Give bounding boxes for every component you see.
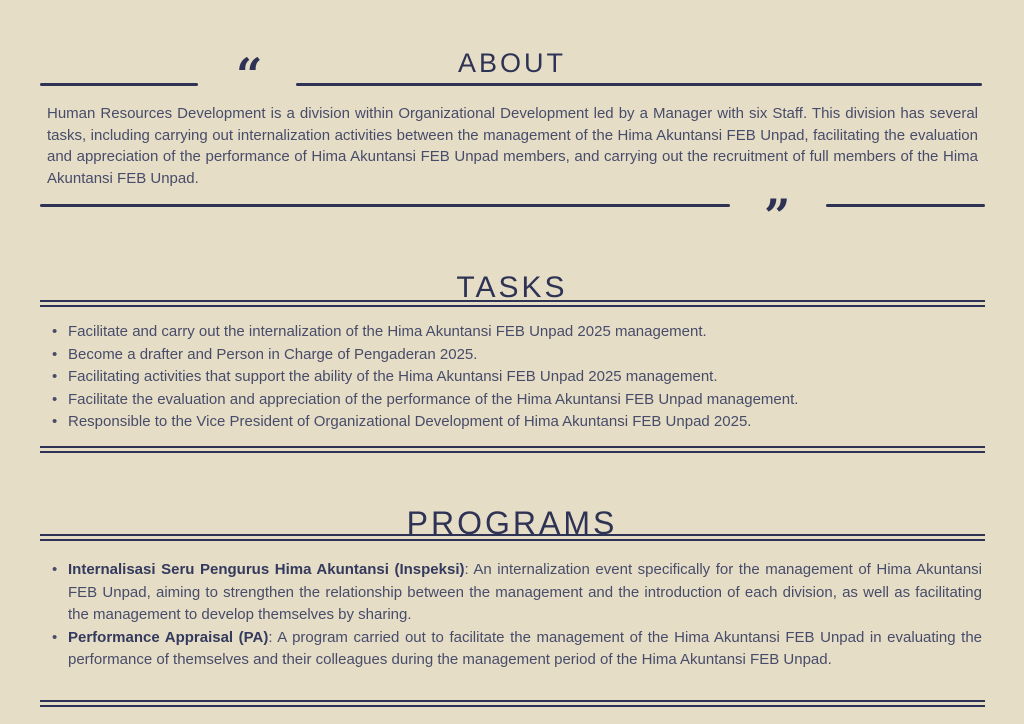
program-name: Internalisasi Seru Pengurus Hima Akuntansi (Inspeksi): [68, 561, 465, 578]
program-name: Performance Appraisal (PA): [68, 628, 269, 646]
tasks-list: [52, 321, 982, 434]
double-divider: [40, 700, 985, 707]
double-divider: [40, 534, 985, 541]
list-item: • Facilitate and carry out the internalization of the Hima Akuntansi FEB Unpad 2025 management.: [52, 321, 982, 344]
list-item: • Internalisasi Seru Pengurus Hima Akuntansi (Inspeksi): An internalization event specifically for the management of Hima Akuntansi FEB Unpad, aiming to strengthen the relationship between the management and the introduction of each division, as well as facilitating the management to develop themselves by sharing.: [52, 559, 982, 627]
tasks-section-title: TASKS: [456, 271, 568, 305]
programs-section-title: PROGRAMS: [406, 505, 618, 542]
divider-line: [296, 83, 982, 86]
open-quote-icon: “: [236, 48, 263, 102]
double-divider: [40, 300, 985, 307]
list-item: • Become a drafter and Person in Charge of Pengaderan 2025.: [52, 344, 982, 367]
double-divider: [40, 446, 985, 453]
close-quote-icon: ”: [764, 189, 791, 243]
about-paragraph: Human Resources Development is a division within Organizational Development led by a Manager with six Staff. This division has several tasks, including carrying out internalization activities between the management of the Hima Akuntansi FEB Unpad, facilitating the evaluation and appreciation of the performance of Hima Akuntansi FEB Unpad members, and carrying out the recruitment of full members of the Hima Akuntansi FEB Unpad.: [47, 105, 978, 187]
list-item: • Performance Appraisal (PA): A program carried out to facilitate the management of the Hima Akuntansi FEB Unpad in evaluating the performance of themselves and their colleagues during the management period of the Hima Akuntansi FEB Unpad.: [52, 627, 982, 672]
list-item: • Facilitate the evaluation and appreciation of the performance of the Hima Akuntansi FEB Unpad management.: [52, 389, 982, 412]
programs-list: [52, 559, 982, 672]
divider-line: [826, 204, 985, 207]
list-item: • Facilitating activities that support the ability of the Hima Akuntansi FEB Unpad 2025 management.: [52, 366, 982, 389]
divider-line: [40, 83, 198, 86]
divider-line: [40, 204, 730, 207]
about-section-title: ABOUT: [457, 48, 566, 79]
list-item: • Responsible to the Vice President of Organizational Development of Hima Akuntansi FEB Unpad 2025.: [52, 411, 982, 434]
